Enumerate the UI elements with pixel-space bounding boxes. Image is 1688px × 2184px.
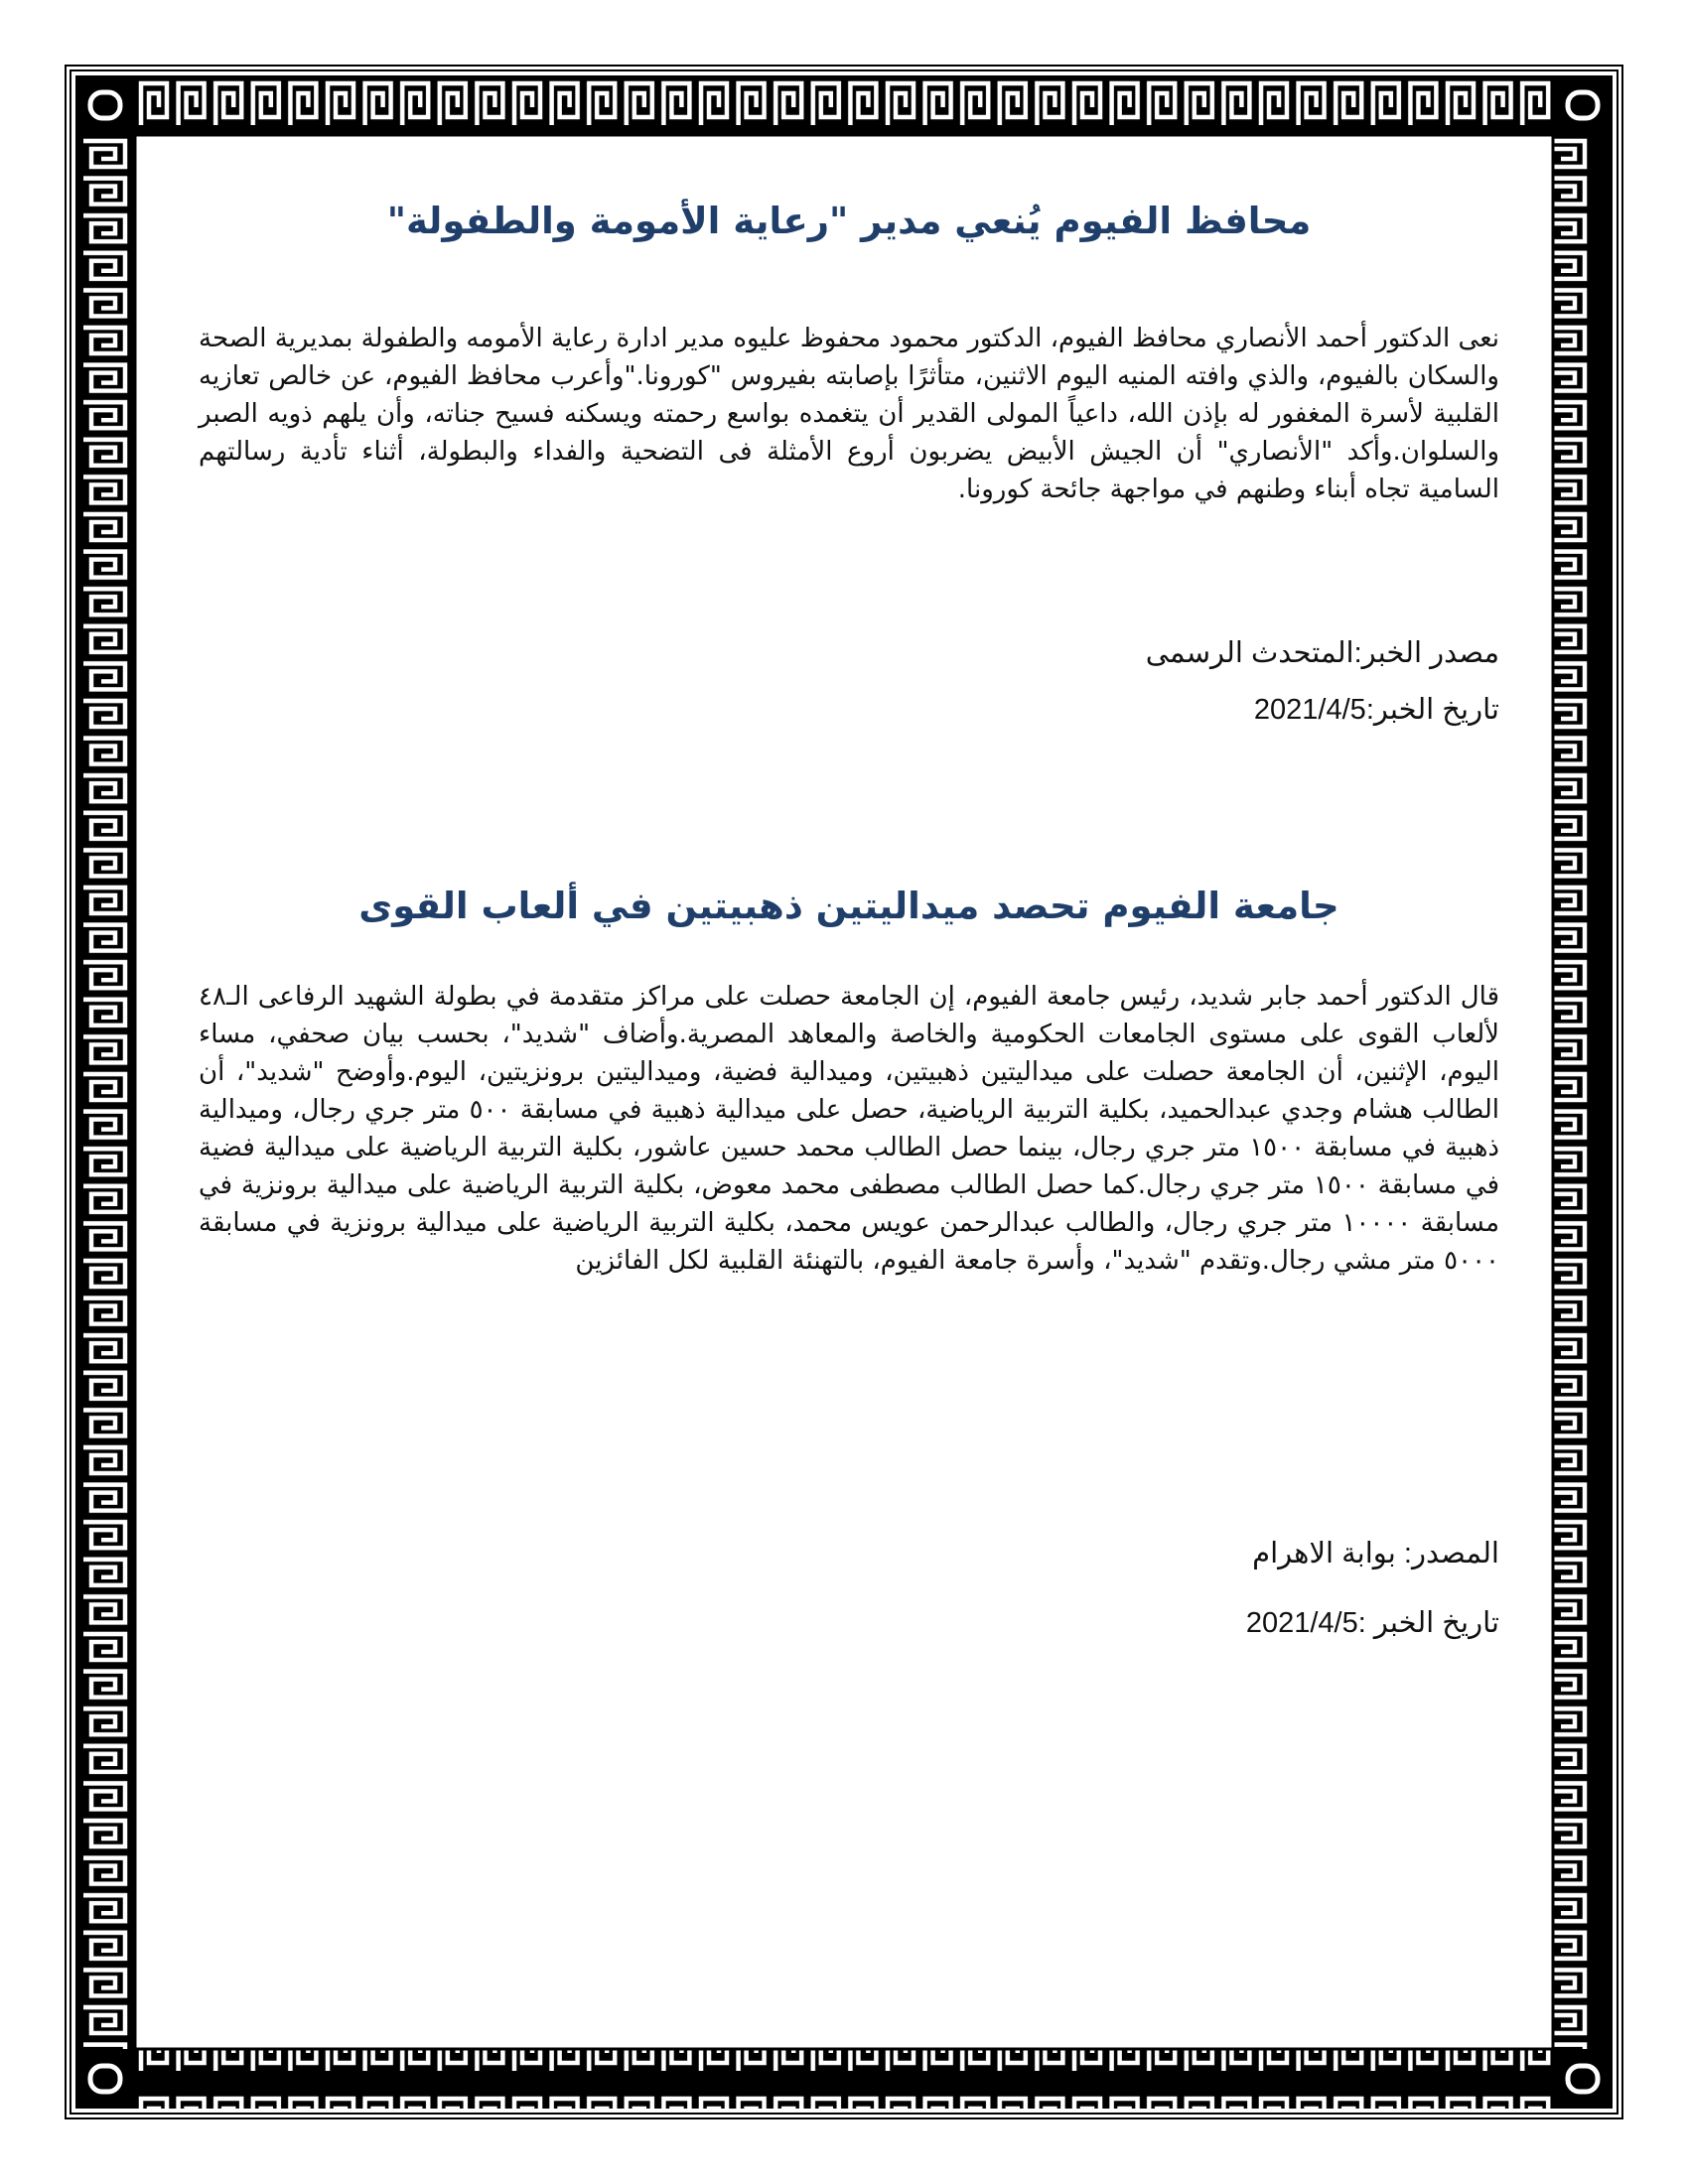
article-2-source-label: المصدر: — [1395, 1538, 1499, 1570]
corner-bottom-left — [75, 2049, 135, 2109]
corner-top-right — [1553, 75, 1613, 135]
article-2-source-value: بوابة الاهرام — [1252, 1538, 1396, 1570]
article-1-source — [1146, 633, 1499, 673]
article-2-date — [1246, 1603, 1499, 1643]
article-2-source — [1252, 1534, 1499, 1573]
article-1-source-label: مصدر الخبر: — [1353, 637, 1499, 669]
corner-bottom-right — [1553, 2049, 1613, 2109]
article-1-body: نعى الدكتور أحمد الأنصاري محافظ الفيوم، الدكتور محمود محفوظ عليوه مدير ادارة رعاية الأمومه والطفولة بمديرية الصحة والسكان بالفيوم، والذي وافته المنيه اليوم الاثنين، متأثرًا بإصابته بفيروس "كورونا."وأعرب محافظ الفيوم، عن خالص تعازيه القلبية لأسرة المغفور له بإذن الله، داعياً المولى القدير أن يتغمده بواسع رحمته ويسكنه فسيح جناته، وأن يلهم ذويه الصبر والسلوان.وأكد "الأنصاري" أن الجيش الأبيض يضربون أروع الأمثلة فى التضحية والفداء والبطولة، أثناء تأدية رسالتهم السامية تجاه أبناء وطنهم في مواجهة جائحة كورونا. — [199, 324, 1499, 504]
article-1-date-label: تاريخ الخبر: — [1365, 694, 1499, 726]
article-1-source-value: المتحدث الرسمى — [1145, 637, 1354, 669]
article-1-headline: محافظ الفيوم يُنعي مدير "رعاية الأمومة والطفولة" — [386, 200, 1312, 242]
article-1-date — [1254, 690, 1499, 730]
article-2-headline: جامعة الفيوم تحصد ميداليتين ذهبيتين في ألعاب القوى — [358, 885, 1339, 927]
article-2-body: قال الدكتور أحمد جابر شديد، رئيس جامعة الفيوم، إن الجامعة حصلت على مراكز متقدمة في بطولة الشهيد الرفاعى الـ٤٨ لألعاب القوى على مستوى الجامعات الحكومية والخاصة والمعاهد المصرية.وأضاف "شديد"، بحسب بيان صحفي، مساء اليوم، الإثنين، أن الجامعة حصلت على ميداليتين ذهبيتين، وميدالية فضية، وميداليتين برونزيتين، اليوم.وأوضح "شديد"، أن الطالب هشام وجدي عبدالحميد، بكلية التربية الرياضية، حصل على ميدالية ذهبية في مسابقة ٥٠٠ متر جري رجال، وميدالية ذهبية في مسابقة ١٥٠٠ متر جري رجال، بينما حصل الطالب محمد حسين عاشور، بكلية التربية الرياضية على ميدالية فضية في مسابقة ١٥٠٠ متر جري رجال.كما حصل الطالب مصطفى محمد معوض، بكلية التربية الرياضية على ميدالية برونزية في مسابقة ١٠٠٠٠ متر جري رجال، والطالب عبدالرحمن عويس محمد، بكلية التربية الرياضية على ميدالية برونزية في مسابقة ٥٠٠٠ متر مشي رجال.وتقدم "شديد"، وأسرة جامعة الفيوم، بالتهنئة القلبية لكل الفائزين — [199, 982, 1499, 1276]
corner-top-left — [75, 75, 135, 135]
article-1-date-value: 2021/4/5 — [1253, 694, 1366, 726]
article-2-date-value: 2021/4/5 — [1245, 1607, 1358, 1639]
article-2-date-label: تاريخ الخبر : — [1357, 1607, 1499, 1639]
